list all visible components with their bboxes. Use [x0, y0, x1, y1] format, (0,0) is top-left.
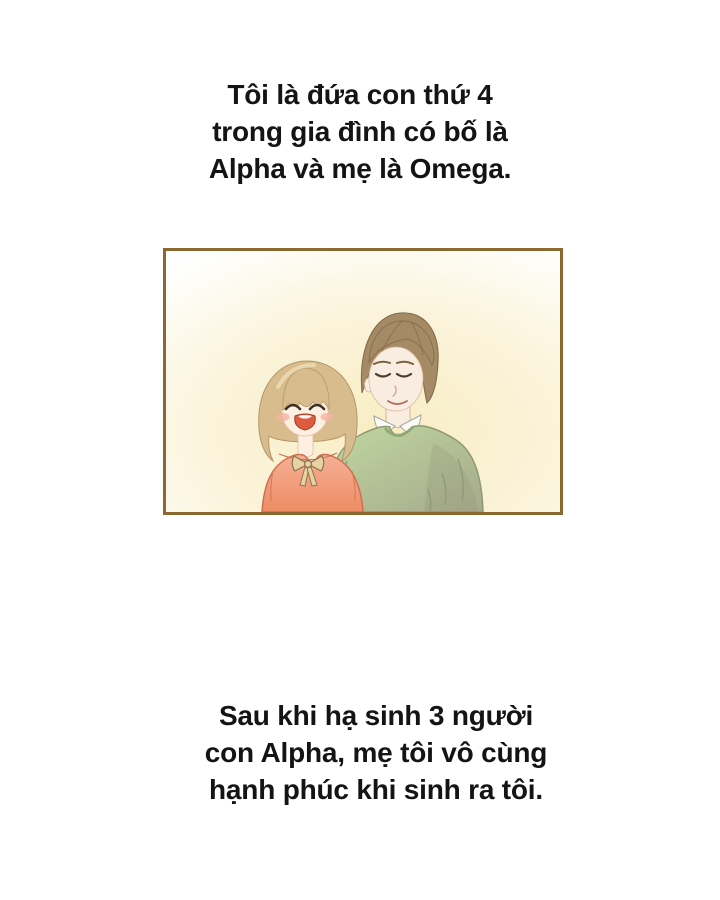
narration-bottom-line-2: con Alpha, mẹ tôi vô cùng — [204, 737, 548, 768]
mother-blush-right — [321, 413, 334, 421]
family-portrait-panel — [163, 248, 563, 515]
narration-top-line-3: Alpha và mẹ là Omega. — [208, 153, 512, 184]
father-face — [369, 347, 423, 411]
narration-bottom-line-1: Sau khi hạ sinh 3 người — [218, 700, 534, 731]
narration-bottom — [16, 697, 720, 808]
narration-top-line-2: trong gia đình có bố là — [212, 116, 508, 147]
narration-top — [0, 76, 720, 187]
bow-knot — [305, 461, 312, 468]
narration-bottom-line-3: hạnh phúc khi sinh ra tôi. — [209, 774, 543, 805]
family-portrait-illustration — [166, 251, 560, 512]
narration-top-line-1: Tôi là đứa con thứ 4 — [227, 79, 493, 110]
mother-figure — [259, 361, 363, 512]
mother-blush-left — [277, 413, 290, 421]
